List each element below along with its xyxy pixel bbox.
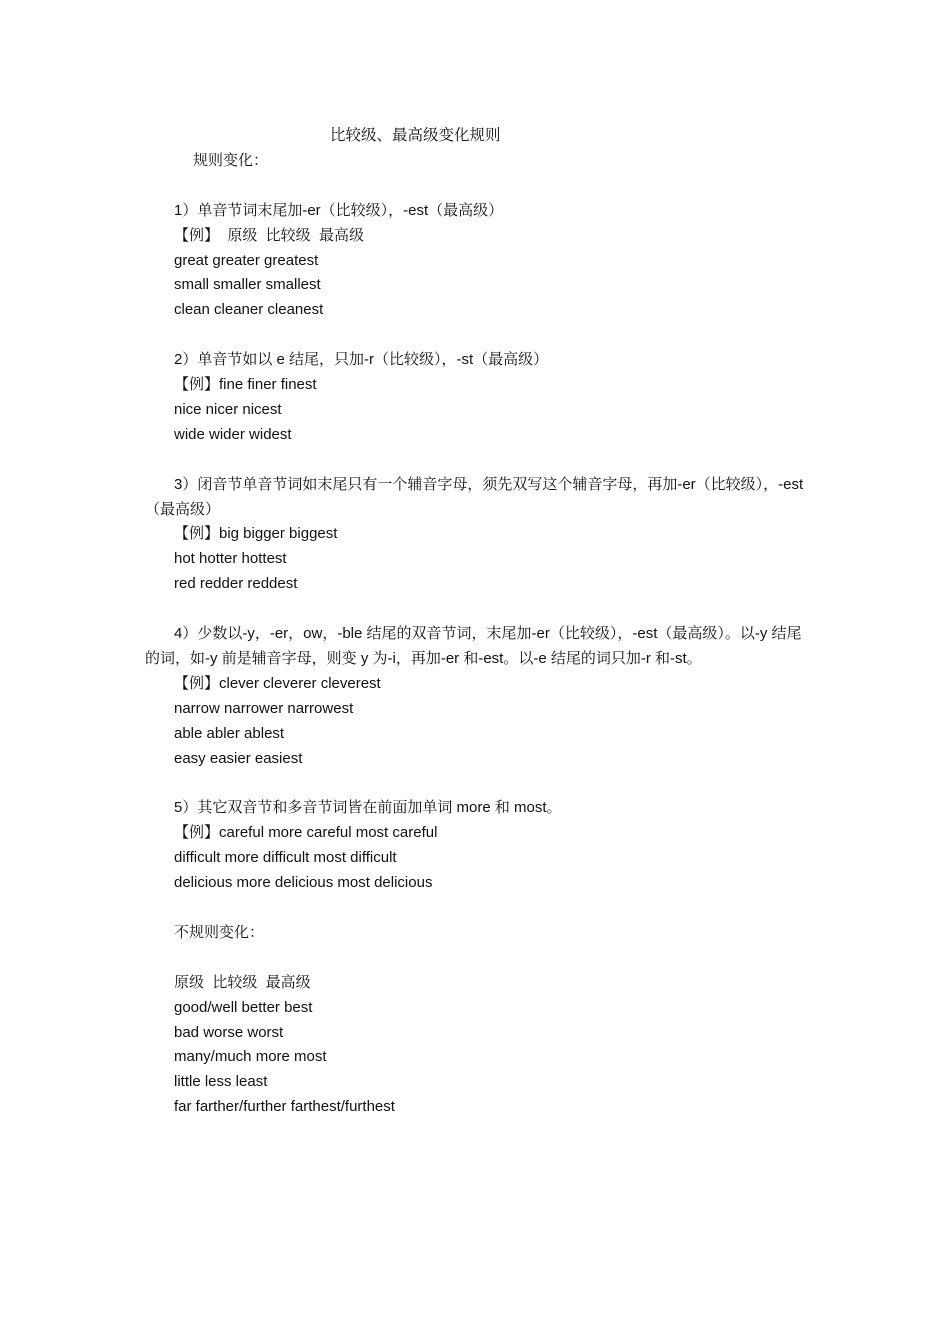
blank-line [145,174,815,199]
rule-5-text: 5）其它双音节和多音节词皆在前面加单词 more 和 most。 [174,799,562,817]
blank-line [145,946,815,971]
rule-4-example-line: narrow narrower narrowest [174,699,354,717]
rule-2-example-line: 【例】fine finer finest [174,376,317,394]
rule-3-example-line: red redder reddest [174,575,298,593]
irregular-line: far farther/further farthest/furthest [174,1098,395,1116]
blank-line [145,448,815,473]
rule-4-text: 4）少数以-y，-er，ow，-ble 结尾的双音节词，末尾加-er（比较级），-est（最高级）。以-y 结尾的词，如-y 前是辅音字母，则变 y 为-i，再加-er 和-est。以-e 结尾的词只加-r 和-st。 [145,625,802,667]
rule-2-example-line: wide wider widest [174,425,292,443]
document-body [145,124,815,1120]
blank-line [145,323,815,348]
rule-4-example-line: 【例】clever cleverer cleverest [174,674,381,692]
rule-1-example-line: small smaller smallest [174,276,321,294]
blank-line [145,896,815,921]
irregular-line: little less least [174,1073,268,1091]
rule-2-example-line: nice nicer nicest [174,400,282,418]
rule-5-example-line: delicious more delicious most delicious [174,874,433,892]
rule-1-example-line: clean cleaner cleanest [174,301,324,319]
irregular-line: bad worse worst [174,1023,284,1041]
irregular-heading: 不规则变化： [174,923,265,941]
rule-4-example-line: able abler ablest [174,724,285,742]
regular-heading: 规则变化： [193,151,269,169]
rule-3-example-line: 【例】big bigger biggest [174,525,338,543]
irregular-line: good/well better best [174,998,313,1016]
blank-line [145,772,815,797]
rule-1-example-line: great greater greatest [174,251,319,269]
rule-4-example-line: easy easier easiest [174,749,303,767]
rule-2-text: 2）单音节如以 e 结尾，只加-r（比较级），-st（最高级） [174,351,549,369]
irregular-line: many/much more most [174,1048,327,1066]
blank-line [145,597,815,622]
rule-1-text: 1）单音节词末尾加-er（比较级），-est（最高级） [174,201,504,219]
rule-5-example-line: difficult more difficult most difficult [174,849,397,867]
rule-3-example-line: hot hotter hottest [174,550,287,568]
irregular-header: 原级 比较级 最高级 [174,973,311,991]
rule-5-example-line: 【例】careful more careful most careful [174,824,438,842]
page-title: 比较级、最高级变化规则 [330,127,501,144]
rule-3-text: 3）闭音节单音节词如末尾只有一个辅音字母，须先双写这个辅音字母，再加-er（比较级），-est（最高级） [145,475,804,518]
rule-1-example-header: 【例】 原级 比较级 最高级 [174,226,365,244]
